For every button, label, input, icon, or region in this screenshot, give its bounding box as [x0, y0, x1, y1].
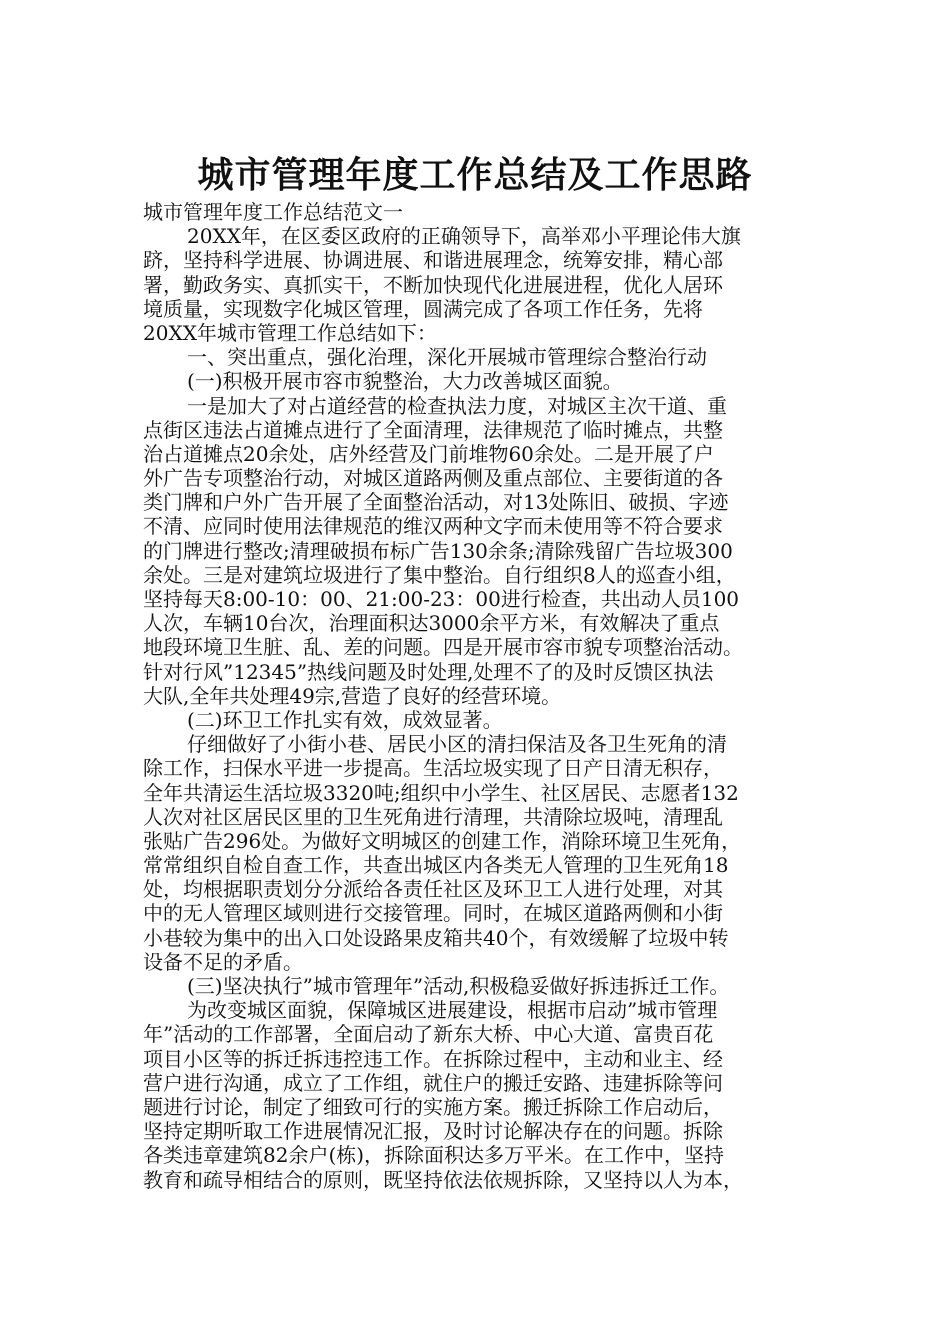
- text-line: 小巷较为集中的出入口处设路果皮箱共40个，有效缓解了垃圾中转: [143, 925, 729, 950]
- text-line: 外广告专项整治行动，对城区道路两侧及重点部位、主要街道的各: [143, 466, 723, 491]
- text-line: 一、突出重点，强化治理，深化开展城市管理综合整治行动: [187, 345, 707, 370]
- text-line: 城市管理年度工作总结范文一: [143, 200, 403, 224]
- text-line: 一是加大了对占道经营的检查执法力度，对城区主次干道、重: [187, 393, 727, 418]
- text-line: 余处。三是对建筑垃圾进行了集中整治。自行组织8人的巡查小组，: [143, 562, 736, 587]
- text-line: 题进行讨论，制定了细致可行的实施方案。搬迁拆除工作启动后，: [143, 1094, 723, 1119]
- text-line: 处，均根据职责划分分派给各责任社区及环卫工人进行处理，对其: [143, 877, 723, 902]
- text-line: 人次对社区居民区里的卫生死角进行清理，共清除垃圾吨，清理乱: [143, 804, 723, 829]
- text-line: 的门牌进行整改;清理破损布标广告130余条;清除残留广告垃圾300: [143, 538, 733, 563]
- text-line: 治占道摊点20余处，店外经营及门前堆物60余处。二是开展了户: [143, 441, 714, 466]
- text-line: 教育和疏导相结合的原则，既坚持依法依规拆除，又坚持以人为本，: [143, 1167, 743, 1192]
- text-line: 地段环境卫生脏、乱、差的问题。四是开展市容市貌专项整治活动。: [143, 635, 743, 660]
- text-line: 中的无人管理区域则进行交接管理。同时，在城区道路两侧和小街: [143, 901, 723, 926]
- text-line: 项目小区等的拆迁拆违控违工作。在拆除过程中，主动和业主、经: [143, 1046, 723, 1071]
- text-line: (一)积极开展市容市貌整治，大力改善城区面貌。: [187, 369, 623, 394]
- document-title: 城市管理年度工作总结及工作思路: [197, 155, 753, 197]
- text-line: 设备不足的矛盾。: [143, 949, 303, 974]
- text-line: 20XX年城市管理工作总结如下：: [143, 320, 437, 345]
- text-line: 大队,全年共处理49宗,营造了良好的经营环境。: [143, 683, 562, 708]
- text-line: 20XX年，在区委区政府的正确领导下，高举邓小平理论伟大旗: [187, 224, 741, 249]
- text-line: (二)环卫工作扎实有效，成效显著。: [187, 707, 503, 732]
- text-line: 类门牌和户外广告开展了全面整治活动，对13处陈旧、破损、字迹: [143, 490, 729, 515]
- text-line: 点街区违法占道摊点进行了全面清理，法律规范了临时摊点，共整: [143, 417, 723, 442]
- text-line: 坚持每天8:00-10：00、21:00-23：00进行检查，共出动人员100: [143, 587, 740, 611]
- text-line: 除工作，扫保水平进一步提高。生活垃圾实现了日产日清无积存，: [143, 756, 723, 781]
- text-line: 人次，车辆10台次，治理面积达3000余平方米，有效解决了重点: [143, 611, 720, 636]
- document-body: [143, 200, 815, 1192]
- text-line: 署，勤政务实、真抓实干，不断加快现代化进展进程，优化人居环: [143, 272, 723, 297]
- text-line: 不清、应同时使用法律规范的维汉两种文字而未使用等不符合要求: [143, 514, 723, 539]
- text-line: 针对行风”12345”热线问题及时处理,处理不了的及时反馈区执法: [143, 659, 714, 684]
- text-line: 各类违章建筑82余户(栋)，拆除面积达多万平米。在工作中，坚持: [143, 1143, 725, 1168]
- text-line: 跻，坚持科学进展、协调进展、和谐进展理念，统筹安排，精心部: [143, 248, 723, 273]
- text-line: 坚持定期听取工作进展情况汇报，及时讨论解决存在的问题。拆除: [143, 1119, 723, 1144]
- text-line: 张贴广告296处。为做好文明城区的创建工作，消除环境卫生死角，: [143, 828, 742, 853]
- text-line: 境质量，实现数字化城区管理，圆满完成了各项工作任务，先将: [143, 296, 703, 321]
- text-line: 全年共清运生活垃圾3320吨;组织中小学生、社区居民、志愿者132: [143, 780, 739, 805]
- text-line: 常常组织自检自查工作，共查出城区内各类无人管理的卫生死角18: [143, 853, 729, 878]
- text-line: 营户进行沟通，成立了工作组，就住户的搬迁安路、违建拆除等问: [143, 1070, 723, 1095]
- text-line: 仔细做好了小街小巷、居民小区的清扫保洁及各卫生死角的清: [187, 732, 727, 757]
- text-line: 为改变城区面貌，保障城区进展建设，根据市启动”城市管理: [187, 998, 718, 1023]
- text-line: (三)坚决执行”城市管理年”活动,积极稳妥做好拆违拆迁工作。: [187, 974, 730, 998]
- text-line: 年”活动的工作部署，全面启动了新东大桥、中心大道、富贵百花: [143, 1022, 714, 1047]
